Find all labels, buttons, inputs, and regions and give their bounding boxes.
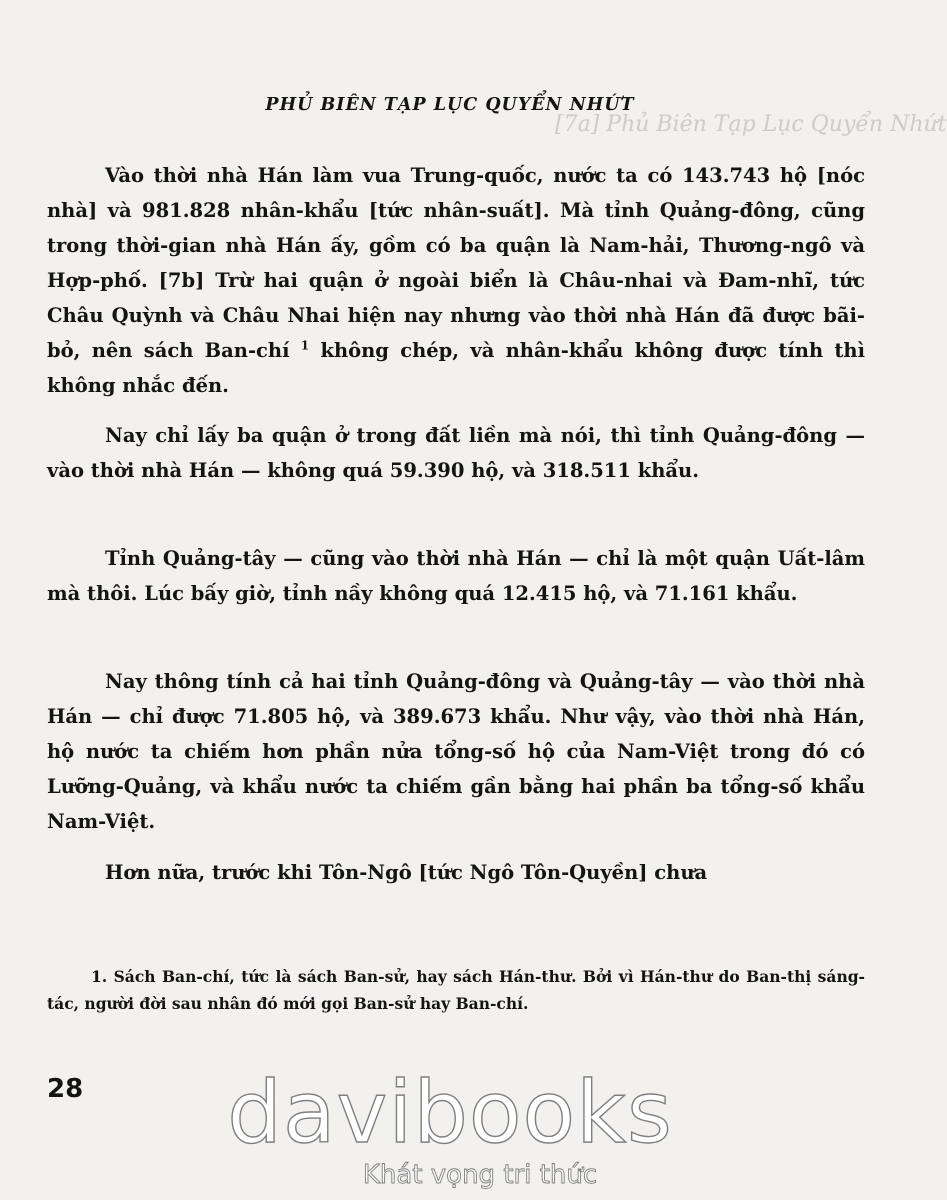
paragraph (47, 664, 865, 839)
paragraph-text: không chép, và nhân-khẩu không được tính thì không nhắc đến. (47, 339, 865, 397)
footnote-reference: 1 (300, 338, 310, 353)
paragraph (47, 541, 865, 611)
paragraph-text: Vào thời nhà Hán làm vua Trung-quốc, nước ta có 143.743 hộ [nóc nhà] và 981.828 nhân-khẩu [tức nhân-suất]. Mà tỉnh Quảng-đông, cũng trong thời-gian nhà Hán ấy, gồm có ba quận là Nam-hải, Thương-ngô và Hợp-phố. [7b] Trừ hai quận ở ngoài biển là Châu-nhai và Đam-nhĩ, tức Châu Quỳnh và Châu Nhai hiện nay nhưng vào thời nhà Hán đã được bãi-bỏ, nên sách Ban-chí (47, 164, 865, 362)
watermark-tagline: Khát vọng tri thức (362, 1160, 598, 1190)
paragraph (47, 158, 865, 403)
paragraph-text: Nay thông tính cả hai tỉnh Quảng-đông và Quảng-tây — vào thời nhà Hán — chỉ được 71.805 hộ, và 389.673 khẩu. Như vậy, vào thời nhà Hán, hộ nước ta chiếm hơn phần nửa tổng-số hộ của Nam-Việt trong đó có Lưỡng-Quảng, và khẩu nước ta chiếm gần bằng hai phần ba tổng-số khẩu Nam-Việt. (47, 670, 865, 833)
running-head: PHỦ BIÊN TẠP LỤC QUYỂN NHỨT (265, 95, 635, 115)
paragraph-text: Hơn nữa, trước khi Tôn-Ngô [tức Ngô Tôn-Quyền] chưa (105, 861, 708, 884)
footnote-text: 1. Sách Ban-chí, tức là sách Ban-sử, hay sách Hán-thư. Bởi vì Hán-thư do Ban-thị sáng-tác, người đời sau nhân đó mới gọi Ban-sử hay Ban-chí. (47, 967, 865, 1013)
page-number: 28 (47, 1074, 84, 1104)
paragraph-text: Nay chỉ lấy ba quận ở trong đất liền mà nói, thì tỉnh Quảng-đông — vào thời nhà Hán — không quá 59.390 hộ, và 318.511 khẩu. (47, 424, 865, 482)
paragraph-text: Tỉnh Quảng-tây — cũng vào thời nhà Hán — chỉ là một quận Uất-lâm mà thôi. Lúc bấy giờ, tỉnh nầy không quá 12.415 hộ, và 71.161 khẩu. (47, 547, 865, 605)
paragraph (47, 855, 865, 890)
paragraph (47, 418, 865, 488)
footnote (47, 963, 865, 1017)
bleed-through-text: [7a] Phủ Biên Tạp Lục Quyển Nhứt (555, 112, 947, 137)
watermark-logo: davibooks (227, 1063, 673, 1163)
